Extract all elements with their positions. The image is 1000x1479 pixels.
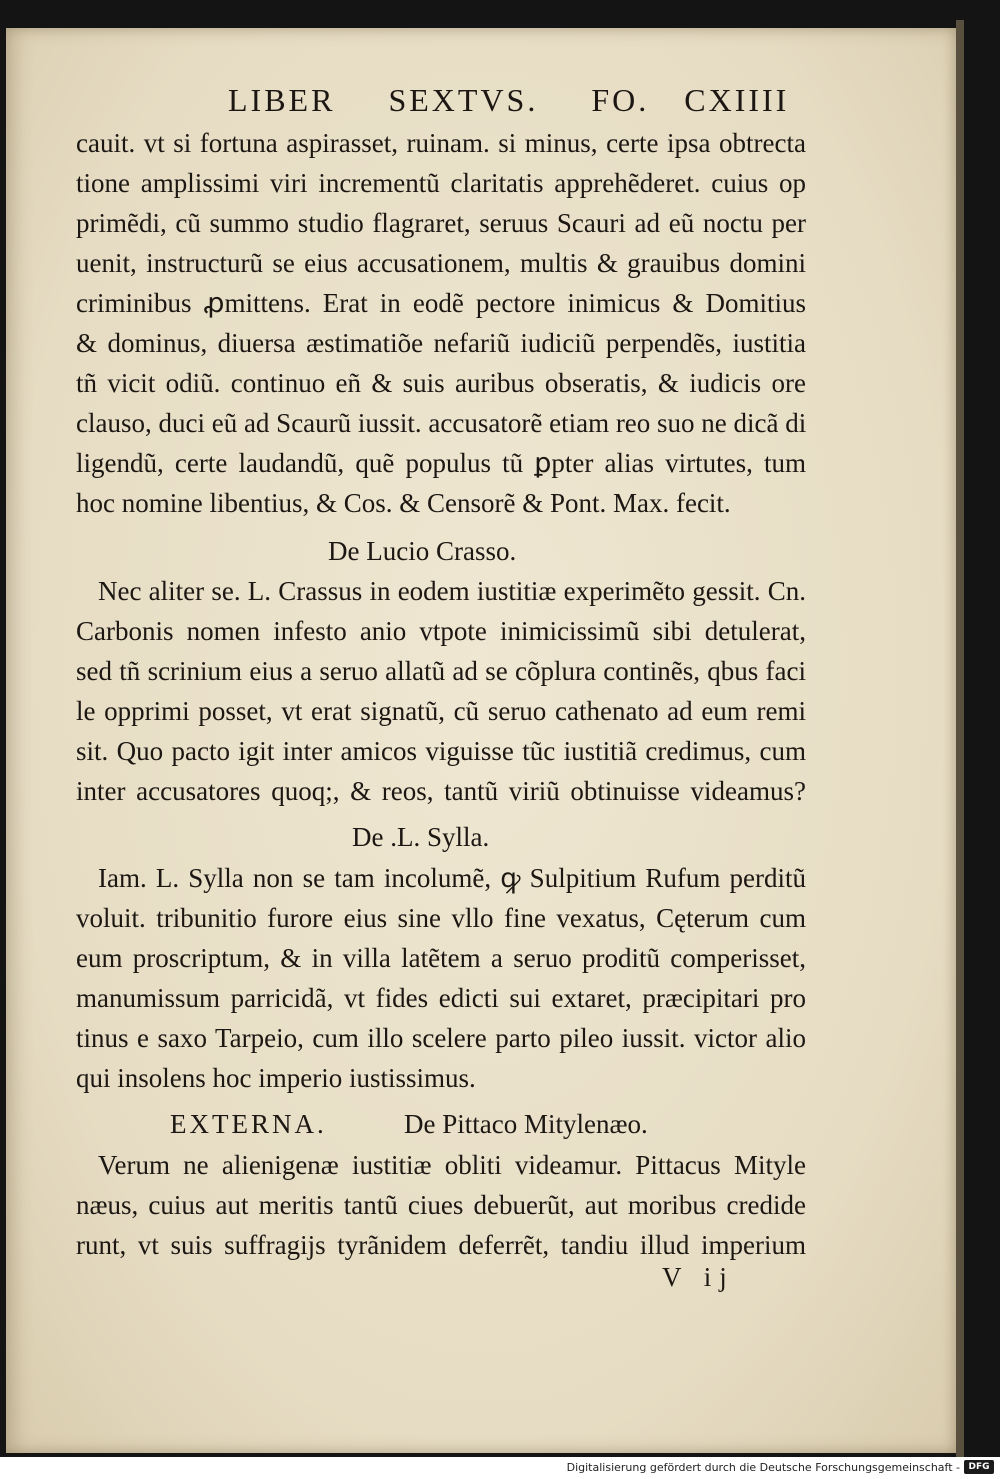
running-head-sextus: SEXTVS. <box>388 82 539 118</box>
text-line: Iam. L. Sylla non se tam incolumẽ, ꝙ Sulpitium Rufum perditũ <box>98 863 806 893</box>
text-line: qui insolens hoc imperio iustissimus. <box>76 1063 476 1093</box>
text-line: tñ vicit odiũ. continuo eñ & suis auribus obseratis, & iudicis ore <box>76 368 806 398</box>
page-edge <box>956 20 964 1460</box>
dfg-logo: DFG <box>964 1460 994 1474</box>
signature-mark: V ij <box>662 1262 735 1292</box>
text-line: uenit, instructurũ se eius accusationem, multis & grauibus domini <box>76 248 806 278</box>
text-line: næus, cuius aut meritis tantũ ciues debuerũt, aut moribus credide <box>76 1190 806 1220</box>
text-line: sed tñ scrinium eius a seruo allatũ ad se cõplura continẽs, qbus faci <box>76 656 806 686</box>
text-line: Carbonis nomen infesto anio vtpote inimicissimũ sibi detulerat, <box>76 616 806 646</box>
section-label-externa: EXTERNA. <box>170 1109 327 1139</box>
text-line: Nec aliter se. L. Crassus in eodem iustitiæ experimẽto gessit. Cn. <box>98 576 806 606</box>
text-line: & dominus, diuersa æstimatiõe nefariũ iudiciũ perpendẽs, iustitia <box>76 328 806 358</box>
text-line: le opprimi posset, vt erat signatũ, cũ seruo cathenato ad eum remi <box>76 696 806 726</box>
text-line: primẽdi, cũ summo studio flagraret, seruus Scauri ad eũ noctu per <box>76 208 806 238</box>
funding-notice: Digitalisierung gefördert durch die Deutsche Forschungsgemeinschaft - <box>566 1461 960 1474</box>
section-heading: De .L. Sylla. <box>352 822 490 852</box>
text-line: voluit. tribunitio furore eius sine vllo fine vexatus, Cęterum cum <box>76 903 806 933</box>
folio-number: CXIIII <box>684 82 790 118</box>
text-line: tione amplissimi viri incrementũ claritatis apprehẽderet. cuius op <box>76 168 806 198</box>
text-line: Verum ne alienigenæ iustitiæ obliti videamur. Pittacus Mityle <box>98 1150 806 1180</box>
section-heading: De Pittaco Mitylenæo. <box>404 1109 648 1139</box>
text-line: criminibus ꝓmittens. Erat in eodẽ pectore inimicus & Domitius <box>76 288 806 318</box>
text-line: cauit. vt si fortuna aspirasset, ruinam. si minus, certe ipsa obtrecta <box>76 128 806 158</box>
text-line: inter accusatores quoq;, & reos, tantũ viriũ obtinuisse videamus? <box>76 776 806 806</box>
section-heading: De Lucio Crasso. <box>328 536 517 566</box>
running-head-fo: FO. <box>591 82 650 118</box>
running-head <box>228 82 790 119</box>
text-line: hoc nomine libentius, & Cos. & Censorẽ & Pont. Max. fecit. <box>76 488 731 518</box>
text-line: clauso, duci eũ ad Scaurũ iussit. accusatorẽ etiam reo suo ne dicã di <box>76 408 806 438</box>
text-line: tinus e saxo Tarpeio, cum illo scelere parto pileo iussit. victor alio <box>76 1023 806 1053</box>
text-line: manumissum parricidã, vt fides edicti sui extaret, præcipitari pro <box>76 983 806 1013</box>
text-line: ligendũ, certe laudandũ, quẽ populus tũ ꝑpter alias virtutes, tum <box>76 448 806 478</box>
text-line: runt, vt suis suffragijs tyrãnidem deferrẽt, tandiu illud imperium <box>76 1230 806 1260</box>
text-line: eum proscriptum, & in villa latẽtem a seruo proditũ comperisset, <box>76 943 806 973</box>
running-head-liber: LIBER <box>228 82 336 118</box>
text-line: sit. Quo pacto igit inter amicos viguisse tũc iustitiã credimus, cum <box>76 736 806 766</box>
